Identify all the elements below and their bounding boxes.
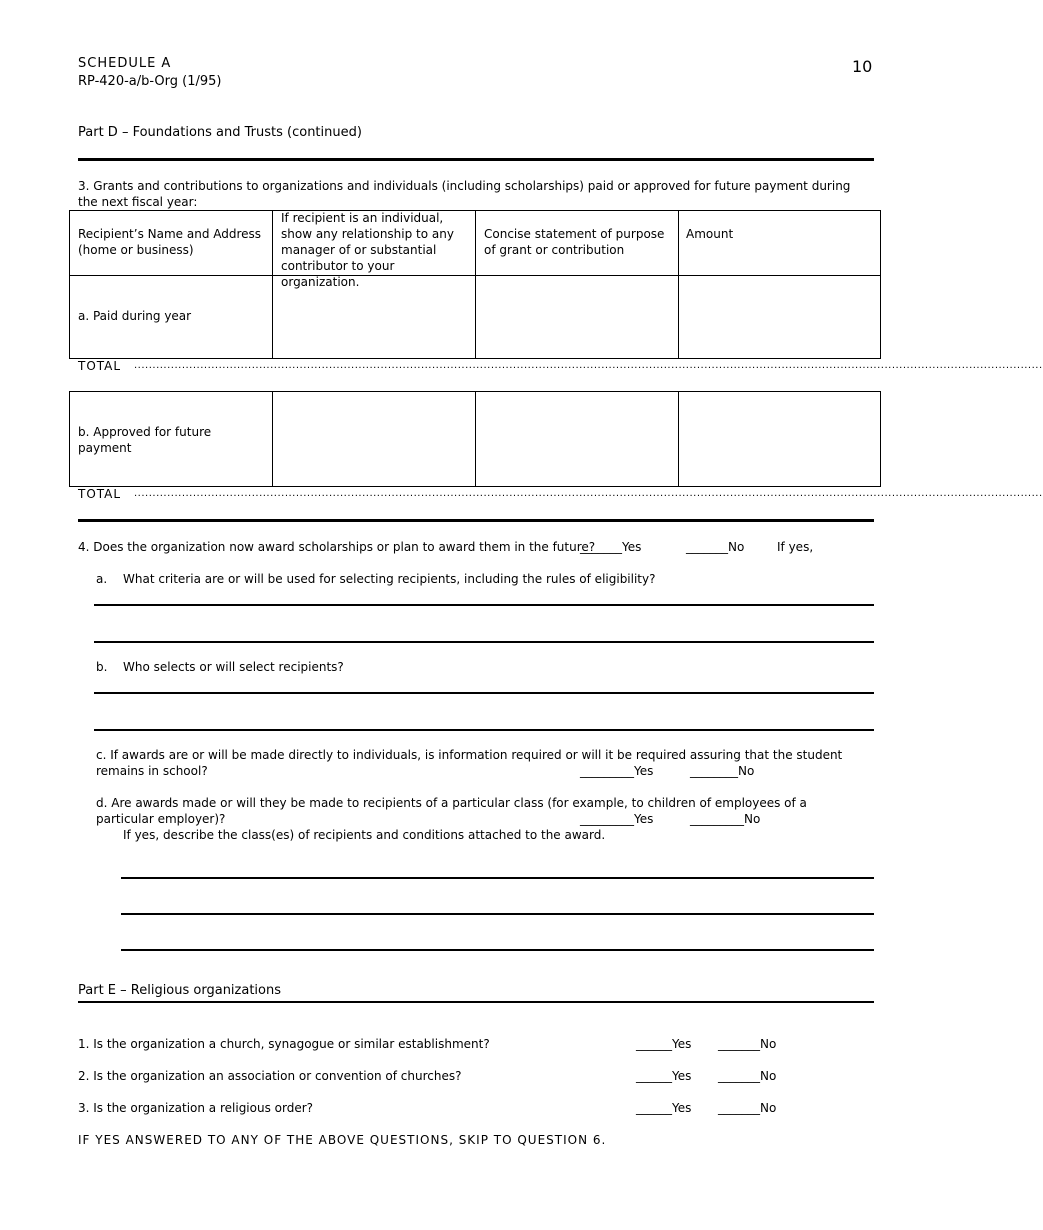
q4b-answer-line-2[interactable]: [94, 729, 874, 731]
part-d-title: Part D – Foundations and Trusts (continued): [78, 125, 362, 140]
q4b-label: b.: [96, 660, 108, 674]
q4a-answer-line-2[interactable]: [94, 641, 874, 643]
q4d-subtext: If yes, describe the class(es) of recipients and conditions attached to the award.: [123, 828, 606, 842]
section-divider: [78, 519, 874, 522]
q4d-yes[interactable]: _________Yes: [580, 812, 654, 826]
part-e-q3-no[interactable]: _______No: [718, 1101, 777, 1115]
row-b-relationship-cell[interactable]: [272, 391, 476, 487]
page-number: 10: [852, 57, 873, 76]
row-b-amount-cell[interactable]: [678, 391, 881, 487]
schedule-label: SCHEDULE A: [78, 56, 172, 71]
q3-text: 3. Grants and contributions to organizations and individuals (including scholarships) paid or approved for future payment during the next fiscal year:: [78, 179, 851, 209]
q4-text: 4. Does the organization now award scholarships or plan to award them in the future?: [78, 540, 596, 554]
total-label-b: TOTAL: [78, 487, 122, 501]
part-e-q2-text: 2. Is the organization an association or convention of churches?: [78, 1069, 462, 1083]
total-leader-b: .......................................................................................................................................................................................................................................................: [134, 488, 1043, 499]
row-b-purpose-cell[interactable]: [475, 391, 679, 487]
row-b-label: b. Approved for future payment: [78, 425, 212, 455]
part-e-rule: [78, 1001, 874, 1003]
q4c-no[interactable]: ________No: [690, 764, 755, 778]
col-purpose-label: Concise statement of purpose of grant or contribution: [484, 227, 665, 257]
q4c-text: c. If awards are or will be made directly to individuals, is information required or will it be required assuring that the student remains in school?: [96, 748, 843, 778]
row-a-amount-cell[interactable]: [678, 275, 881, 359]
part-e-q2-yes[interactable]: ______Yes: [636, 1069, 692, 1083]
q4c-yes[interactable]: _________Yes: [580, 764, 654, 778]
q4a-label: a.: [96, 572, 108, 586]
form-id: RP-420-a/b-Org (1/95): [78, 74, 222, 89]
col-recipient-label: Recipient’s Name and Address (home or business): [78, 227, 262, 257]
q4d-answer-line-3[interactable]: [121, 949, 874, 951]
q4d-answer-line-1[interactable]: [121, 877, 874, 879]
row-a-relationship-cell[interactable]: [272, 275, 476, 359]
part-d-rule: [78, 158, 874, 161]
header-cell-amount: [678, 210, 881, 276]
q4a-answer-line-1[interactable]: [94, 604, 874, 606]
q4d-text: d. Are awards made or will they be made to recipients of a particular class (for example, to children of employees of a particular employer)?: [96, 796, 807, 826]
col-amount-label: Amount: [686, 227, 734, 241]
q4d-no[interactable]: _________No: [690, 812, 761, 826]
q4b-text: Who selects or will select recipients?: [123, 660, 344, 674]
col-relationship-label: If recipient is an individual, show any relationship to any manager of or substantial contributor to your organization.: [281, 211, 454, 289]
part-e-q3-text: 3. Is the organization a religious order?: [78, 1101, 314, 1115]
part-e-q1-yes[interactable]: ______Yes: [636, 1037, 692, 1051]
q4d-answer-line-2[interactable]: [121, 913, 874, 915]
row-a-purpose-cell[interactable]: [475, 275, 679, 359]
total-label-a: TOTAL: [78, 359, 122, 373]
part-e-q2-no[interactable]: _______No: [718, 1069, 777, 1083]
q4a-text: What criteria are or will be used for selecting recipients, including the rules of eligibility?: [123, 572, 656, 586]
skip-note: IF YES ANSWERED TO ANY OF THE ABOVE QUESTIONS, SKIP TO QUESTION 6.: [78, 1133, 607, 1147]
q4-no[interactable]: _______No: [686, 540, 745, 554]
part-e-q3-yes[interactable]: ______Yes: [636, 1101, 692, 1115]
part-e-q1-text: 1. Is the organization a church, synagogue or similar establishment?: [78, 1037, 490, 1051]
part-e-title: Part E – Religious organizations: [78, 983, 282, 998]
row-a-label: a. Paid during year: [78, 309, 192, 323]
q4b-answer-line-1[interactable]: [94, 692, 874, 694]
q4-if-yes: If yes,: [777, 540, 814, 554]
q4-yes[interactable]: _______Yes: [580, 540, 642, 554]
total-leader-a: .......................................................................................................................................................................................................................................................: [134, 360, 1043, 371]
part-e-q1-no[interactable]: _______No: [718, 1037, 777, 1051]
